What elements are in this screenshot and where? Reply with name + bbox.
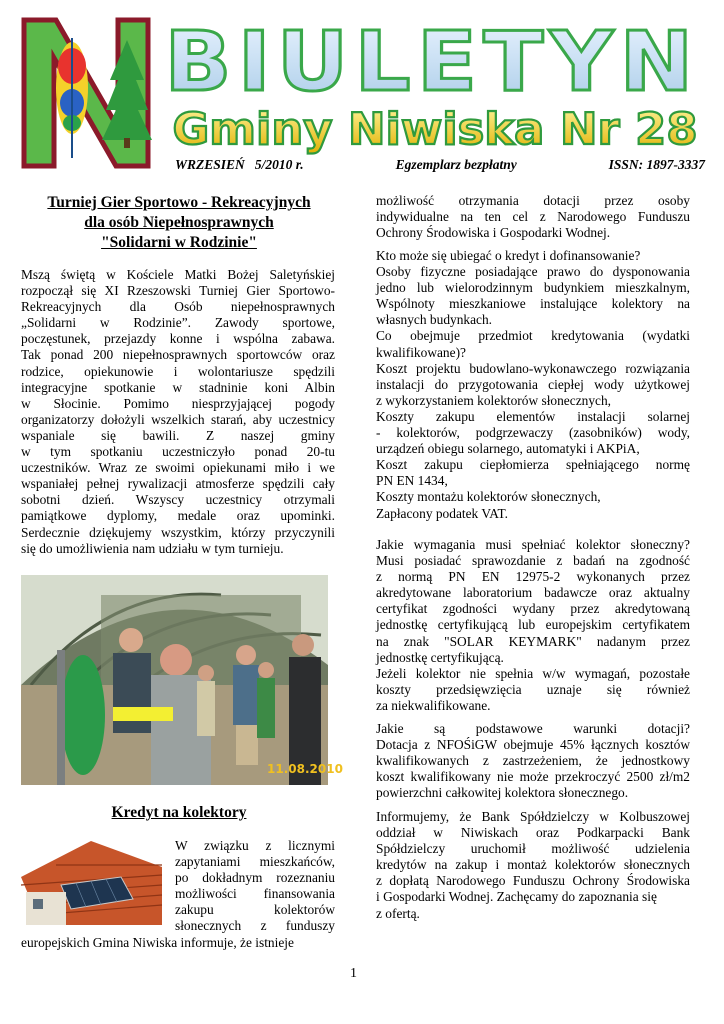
photo-date-stamp: 11.08.2010 — [267, 762, 343, 776]
text-line: własnych budynkach. — [376, 312, 493, 328]
right-block-bank — [376, 809, 690, 922]
text-line: Zapłacony podatek VAT. — [376, 505, 509, 521]
text-line: sobotni dzień. Wszyscy uczestnicy otrzymali — [21, 492, 335, 508]
text-line: Serdecznie dziękujemy wszystkim, którzy przyczynili — [21, 524, 335, 540]
text-line: koszt kwalifikowany nie może przekroczyć 2500 zł/m2 — [376, 769, 690, 785]
title-biuletyn: BIULETYN — [164, 15, 700, 110]
solar-roof-photo — [21, 837, 162, 925]
tournament-photo — [21, 575, 343, 785]
text-line: Kto może się ubiegać o kredyt i dofinansowanie? — [376, 248, 641, 263]
text-line: - kolektorów, podgrzewaczy (zasobników) wody, — [376, 425, 690, 441]
text-line: oddział w Niwiskach oraz Podkarpacki Bank — [376, 825, 690, 841]
article1-title-line3: "Solidarni w Rodzinie" — [101, 234, 257, 251]
article1-body — [21, 267, 335, 557]
text-line: kredytów na zakup i montaż kolektorów słonecznych — [376, 857, 690, 873]
text-line: Jakie wymagania musi spełniać kolektor słoneczny? — [376, 537, 690, 552]
issue-issn: ISSN: 1897-3337 — [608, 157, 705, 172]
text-line: Osoby fizyczne posiadające prawo do dysponowania — [376, 264, 690, 280]
text-line: PN EN 1434, — [376, 473, 448, 489]
issue-info — [175, 157, 705, 175]
text-line: w tym spotkaniu uczestniczyło ponad 20-tu — [21, 444, 335, 460]
text-line: instalacji do przygotowania ciepłej wody użytkowej — [376, 376, 690, 392]
text-line: Informujemy, że Bank Spółdzielczy w Kolbuszowej — [376, 809, 690, 824]
text-line: organizatorzy dołożyli wszelkich starań, aby uczestnicy — [21, 411, 335, 427]
text-line: po dokładnym rozeznaniu — [175, 870, 335, 886]
text-line: za niekwalifikowane. — [376, 697, 491, 713]
text-line: wspaniałej pełnej rywalizacji atmosferze spędzili cały — [21, 476, 335, 492]
text-line: słonecznych z funduszy — [175, 918, 335, 934]
text-line: na znak "SOLAR KEYMARK" nadanym przez — [376, 633, 690, 649]
text-line: jednostkę certyfikującą lub europejskim certyfikatem — [376, 617, 690, 633]
text-line: Co obejmuje przedmiot kredytowania (wydatki — [376, 328, 690, 344]
text-line: Koszty zakupu elementów instalacji solarnej — [376, 408, 690, 424]
text-line: z normą PN EN 12975-2 wykonanych przez — [376, 569, 690, 585]
page-number: 1 — [350, 966, 357, 981]
right-intro — [376, 193, 690, 241]
issue-date: WRZESIEŃ 5/2010 r. — [175, 157, 304, 172]
text-line: Koszt zakupu ciepłomierza spełniającego normę — [376, 457, 690, 473]
text-line: indywidualne na ten cel z Narodowego Funduszu — [376, 209, 690, 225]
text-line: integracyjne spotkanie w stadninie koni Albin — [21, 379, 335, 395]
article1-title — [20, 193, 338, 253]
text-line: certyfikat zgodności wydany przez akredytowaną — [376, 601, 690, 617]
text-line: „Solidarni w Rodzinie”. Zawody sportowe, — [21, 315, 335, 331]
article1-title-line2: dla osób Niepełnosprawnych — [84, 214, 274, 231]
text-line: wspaniale się bawili. Z naszej gminy — [21, 427, 335, 443]
text-line: rodzice, opiekunowie i wolontariusze spędzili — [21, 363, 335, 379]
text-line: jedno lub wielorodzinnym budynkiem mieszkalnym, — [376, 280, 690, 296]
bulletin-title — [160, 16, 705, 154]
text-line: pamiątkowe dyplomy, medale oraz upominki. — [21, 508, 335, 524]
feather-icon — [56, 38, 88, 158]
text-line: rozpoczął się XI Rzeszowski Turniej Gier Sportowo- — [21, 283, 335, 299]
text-line: kwalifikowanych z zastrzeżeniem, że jednostkowy — [376, 753, 690, 769]
text-line: powierzchni całkowitej kolektora słonecznego. — [376, 785, 629, 801]
text-line: Jeżeli kolektor nie spełnia w/w wymagań, pozostałe — [376, 665, 690, 681]
text-line: uczestników. Wraz ze swoimi opiekunami miło i we — [21, 460, 335, 476]
text-line: z wykorzystaniem kolektorów słonecznych, — [376, 392, 612, 408]
text-line: Rekreacyjnych dla Osób niepełnosprawnych — [21, 299, 335, 315]
text-line: poczęstunek, przejazdy konne i wspólna zabawa. — [21, 331, 335, 347]
text-line: Musi posiadać sprawozdanie z badań na zgodność — [376, 553, 690, 569]
text-line: kwalifikowane)? — [376, 344, 466, 360]
article1-title-line1: Turniej Gier Sportowo - Rekreacyjnych — [47, 194, 311, 211]
right-block-eligibility — [376, 248, 690, 522]
text-line: akredytowane laboratorium badawcze oraz aktualny — [376, 585, 690, 601]
text-line: urządzeń obiegu solarnego, automatyki i AKPiA, — [376, 441, 640, 457]
text-line: Spółdzielczy uruchomił możliwość udzielenia — [376, 841, 690, 857]
text-line: jednostkę certyfikującą. — [376, 649, 504, 665]
issue-copy: Egzemplarz bezpłatny — [395, 157, 517, 172]
text-line: koszty przedsięwzięcia uznaje się również — [376, 681, 690, 697]
text-line: zapytaniami mieszkańców, — [175, 854, 335, 870]
gmina-logo — [22, 18, 150, 168]
text-line: z ofertą. — [376, 905, 420, 921]
text-line: Koszt projektu budowlano-wykonawczego rozwiązania — [376, 360, 690, 376]
text-line: Koszty montażu kolektorów słonecznych, — [376, 489, 601, 505]
text-line: Ochrony Środowiska i Gospodarki Wodnej. — [376, 225, 611, 241]
text-line: Tak ponad 200 niepełnosprawnych sportowców oraz — [21, 347, 335, 363]
article2-body-last: europejskich Gmina Niwiska informuje, że istnieje — [21, 935, 294, 950]
right-block-conditions — [376, 721, 690, 801]
text-line: Mszą świętą w Kościele Matki Bożej Saletyńskiej — [21, 267, 335, 282]
text-line: zakupu kolektorów — [175, 902, 335, 918]
text-line: W związku z licznymi — [175, 838, 335, 853]
text-line: w Słocinie. Pomimo niesprzyjającej pogody — [21, 395, 335, 411]
text-line: możliwości finansowania — [175, 886, 335, 902]
text-line: Jakie są podstawowe warunki dotacji? — [376, 721, 690, 736]
article2-body-right — [175, 838, 335, 935]
title-gminy: Gminy Niwiska Nr 28 — [172, 104, 698, 155]
article2-title: Kredyt na kolektory — [111, 804, 247, 821]
text-line: możliwość otrzymania dotacji przez osoby — [376, 193, 690, 208]
text-line: Dotacja z NFOŚiGW obejmuje 45% łącznych kosztów — [376, 737, 690, 753]
text-line: z dopłatą Narodowego Funduszu Ochrony Środowiska — [376, 873, 690, 889]
text-line: się do umożliwienia nam udziału w tym turnieju. — [21, 540, 284, 556]
right-block-requirements — [376, 537, 690, 714]
text-line: Wspólnoty mieszkaniowe instalujące kolektory na — [376, 296, 690, 312]
text-line: i Gospodarki Wodnej. Zachęcamy do zapoznania się — [376, 889, 657, 905]
